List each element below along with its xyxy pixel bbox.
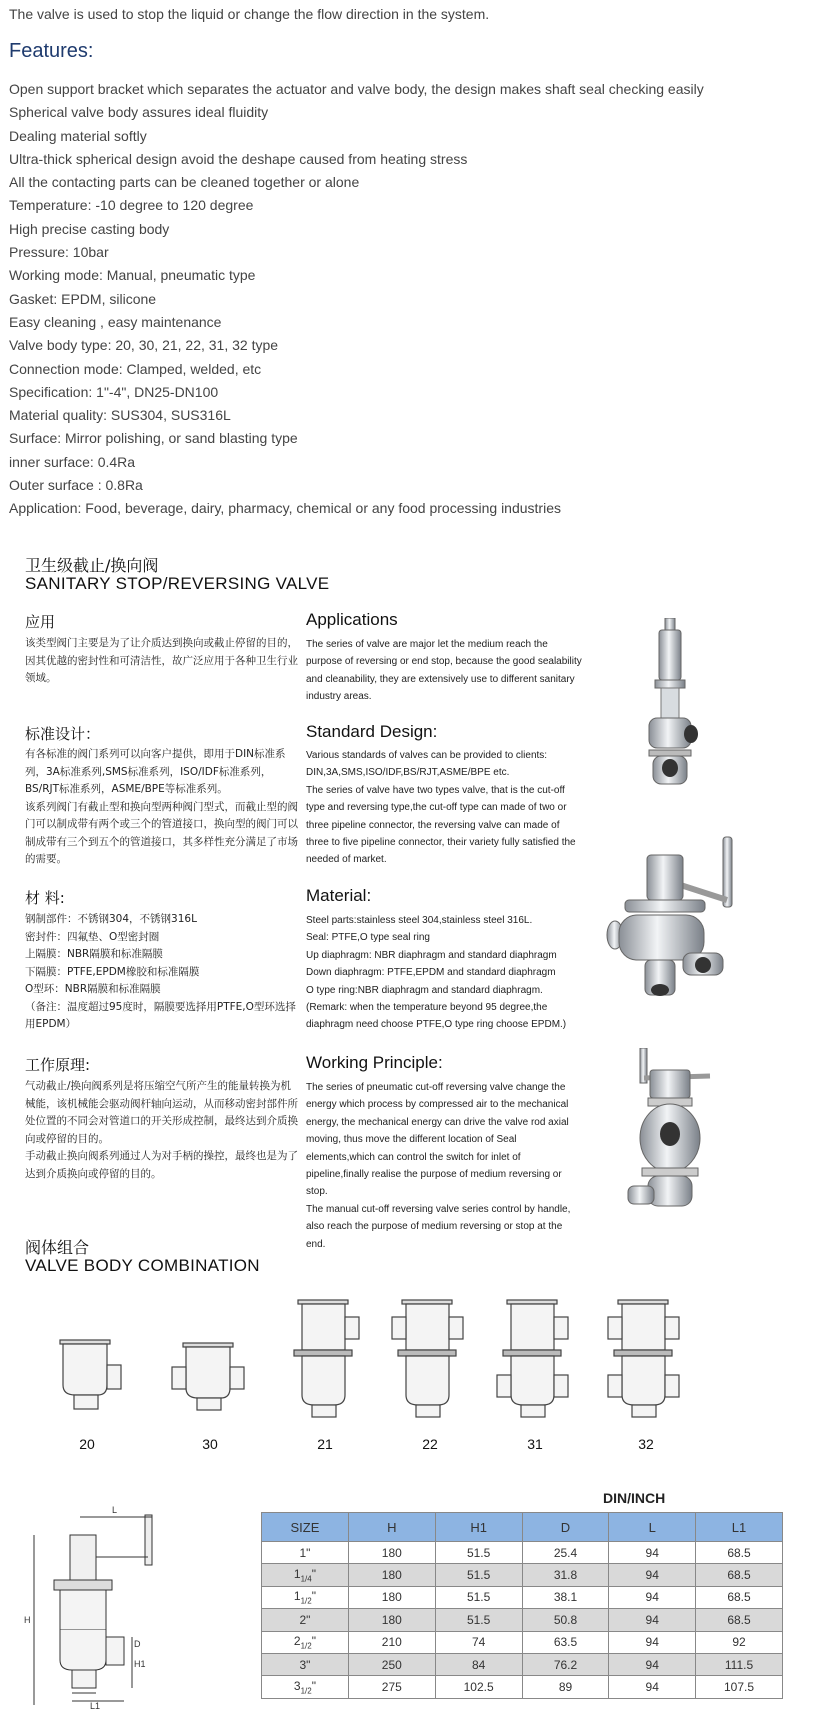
paragraph: 密封件：四氟垫、O型密封圈 [25,930,160,943]
cell-l1: 107.5 [696,1676,783,1698]
manual-valve-image [605,835,745,1000]
cell-h: 180 [348,1542,435,1564]
paragraph: （备注：温度超过95度时，隔膜要选择用PTFE,O型环选择用EPDM） [25,1000,296,1030]
feature-item: Connection mode: Clamped, welded, etc [9,360,262,377]
cell-d: 63.5 [522,1631,609,1653]
combo-label-32: 32 [638,1436,654,1452]
standard-design-text-en [306,747,584,869]
type-21-diagram [294,1300,359,1417]
features-list [9,78,704,521]
paragraph: 有各标准的阀门系列可以向客户提供，即用于DIN标准系列，3A标准系列,SMS标准系列，ISO/IDF标准系列，BS/RJT标准系列，ASME/BPE等标准系列。 [25,748,286,795]
cell-l: 94 [609,1631,696,1653]
material-heading-en: Material: [306,886,372,905]
feature-item: Outer surface : 0.8Ra [9,477,143,494]
paragraph: The series of pneumatic cut-off reversing valve change the energy which process by compressed air to the mechanical energy, the mechanical energy can drive the valve rod axial moving, thus move the different location of Seal elements,which can control the switch for inlet of pipeline,finally realise the purpose of medium reversing or stop. [306,1082,569,1198]
material-heading-cn: 材 料: [25,889,65,907]
type-32-diagram [608,1300,679,1417]
paragraph: The manual cut-off reversing valve series control by handle, also reach the purpose of medium reversing or stop at the end. [306,1203,571,1250]
size-fraction: 1/2 [300,1641,312,1651]
combo-title-cn: 阀体组合 [25,1238,90,1257]
valve-body-diagrams [50,1295,770,1430]
size-unit: " [311,1589,316,1604]
paragraph: 气动截止/换向阀系列是将压缩空气所产生的能量转换为机械能，该机械能会驱动阀杆轴向运动，从而移动密封部件所处位置的不同会对管道口的开关形成控制，最终达到介质换向或停留的目的。 [25,1080,298,1145]
cell-l: 94 [609,1653,696,1675]
cell-l: 94 [609,1542,696,1564]
combo-label-20: 20 [79,1436,95,1452]
cell-h1: 102.5 [435,1676,522,1698]
col-header-h1: H1 [435,1513,522,1542]
feature-item: Material quality: SUS304, SUS316L [9,407,231,424]
cell-d: 76.2 [522,1653,609,1675]
cell-l1: 68.5 [696,1609,783,1631]
table-row [262,1676,783,1698]
cell-l1: 111.5 [696,1653,783,1675]
size-main: 1 [293,1589,301,1604]
paragraph: O型环：NBR隔膜和标准隔膜 [25,983,161,995]
cell-h: 180 [348,1609,435,1631]
paragraph: Various standards of valves can be provided to clients: DIN,3A,SMS,ISO/IDF,BS/RJT,ASME/BPE etc. [306,750,548,779]
paragraph: 上隔膜：NBR隔膜和标准隔膜 [25,948,163,960]
size-main: 3" [299,1657,311,1672]
paragraph: O type ring:NBR diaphragm and standard diaphragm. [306,984,543,996]
cell-size [262,1631,349,1653]
feature-item: Working mode: Manual, pneumatic type [9,267,256,284]
cell-d: 50.8 [522,1609,609,1631]
cell-d: 31.8 [522,1564,609,1586]
size-main: 2 [293,1634,301,1649]
cell-d: 38.1 [522,1586,609,1608]
cell-h: 210 [348,1631,435,1653]
feature-item: Easy cleaning , easy maintenance [9,313,222,330]
cell-size [262,1564,349,1586]
col-header-d: D [522,1513,609,1542]
applications-text-cn [25,635,301,688]
size-main: 1" [299,1545,311,1560]
feature-item: All the contacting parts can be cleaned together or alone [9,174,360,191]
cell-h1: 74 [435,1631,522,1653]
paragraph: 下隔膜：PTFE,EPDM橡胶和标准隔膜 [25,965,200,978]
table-title: DIN/INCH [603,1490,666,1506]
features-heading: Features: [9,40,94,62]
combo-label-21: 21 [317,1436,333,1452]
working-principle-heading-en: Working Principle: [306,1053,443,1072]
feature-item: Valve body type: 20, 30, 21, 22, 31, 32 type [9,337,279,354]
size-fraction: 1/2 [300,1686,312,1696]
cell-l: 94 [609,1676,696,1698]
paragraph: 钢制部件：不锈钢304，不锈钢316L [25,913,197,925]
working-principle-text-cn [25,1078,301,1183]
material-text-cn [25,911,301,1034]
paragraph: Up diaphragm: NBR diaphragm and standard diaphragm [306,949,557,961]
size-main: 2" [299,1612,311,1627]
cell-h: 275 [348,1676,435,1698]
dim-label-H: H [24,1615,31,1625]
feature-item: Ultra-thick spherical design avoid the deshape caused from heating stress [9,150,468,167]
manual-reversing-valve-image [620,1048,730,1220]
paragraph: Steel parts:stainless steel 304,stainless steel 316L. [306,915,533,926]
cell-size [262,1676,349,1698]
combo-label-22: 22 [422,1436,438,1452]
cell-d: 89 [522,1676,609,1698]
type-20-diagram [60,1340,121,1409]
cell-l: 94 [609,1564,696,1586]
table-row [262,1609,783,1631]
paragraph: 手动截止换向阀系列通过人为对手柄的操控，最终也是为了达到介质换向或停留的目的。 [25,1150,298,1180]
size-unit: " [311,1678,316,1693]
feature-item: inner surface: 0.4Ra [9,453,136,470]
paragraph: 该类型阀门主要是为了让介质达到换向或截止停留的目的，因其优越的密封性和可清洁性，故广泛应用于各种卫生行业领域。 [25,637,298,684]
feature-item: Surface: Mirror polishing, or sand blasting type [9,430,298,447]
combo-label-30: 30 [202,1436,218,1452]
cell-l1: 68.5 [696,1586,783,1608]
col-header-size: SIZE [262,1513,349,1542]
type-22-diagram [392,1300,463,1417]
dim-label-L1: L1 [90,1701,101,1710]
material-text-en [306,912,584,1034]
standard-design-heading-en: Standard Design: [306,722,438,741]
cell-l1: 92 [696,1631,783,1653]
feature-item: Dealing material softly [9,127,147,144]
feature-item: Specification: 1"-4", DN25-DN100 [9,383,219,400]
table-row [262,1564,783,1586]
working-principle-text-en [306,1079,584,1253]
paragraph: 该系列阀门有截止型和换向型两种阀门型式，而截止型的阀门可以制成带有两个或三个的管道接口，换向型的阀门可以制成带有三个到五个的管道接口，其多样性充分满足了市场的需要。 [25,800,298,865]
size-main: 3 [293,1678,301,1693]
col-header-l: L [609,1513,696,1542]
feature-item: Pressure: 10bar [9,244,109,261]
paragraph: The series of valve are major let the medium reach the purpose of reversing or end stop, because the good sealability and cleanability, they are extensively use to different sanitary industry areas. [306,639,582,703]
table-row [262,1653,783,1675]
combo-title-en: VALVE BODY COMBINATION [25,1256,260,1275]
applications-heading-cn: 应用 [25,613,56,631]
dim-label-H1: H1 [134,1659,146,1669]
section-title-cn: 卫生级截止/换向阀 [25,556,159,575]
paragraph: Down diaphragm: PTFE,EPDM and standard diaphragm [306,967,556,979]
cell-h1: 51.5 [435,1609,522,1631]
cell-size [262,1542,349,1564]
feature-item: Open support bracket which separates the actuator and valve body, the design makes shaft seal checking easily [9,81,704,97]
size-fraction: 1/2 [300,1596,312,1606]
dimension-drawing [20,1505,160,1710]
cell-size [262,1653,349,1675]
col-header-l1: L1 [696,1513,783,1542]
cell-h1: 51.5 [435,1586,522,1608]
cell-l: 94 [609,1586,696,1608]
type-31-diagram [497,1300,568,1417]
cell-h: 250 [348,1653,435,1675]
applications-heading-en: Applications [306,610,398,629]
cell-h1: 84 [435,1653,522,1675]
cell-size [262,1609,349,1631]
feature-item: Gasket: EPDM, silicone [9,290,157,307]
table-row [262,1542,783,1564]
applications-text-en [306,636,584,706]
cell-l: 94 [609,1609,696,1631]
cell-h: 180 [348,1564,435,1586]
feature-item: Temperature: -10 degree to 120 degree [9,197,254,214]
size-fraction: 1/4 [300,1574,312,1584]
size-main: 1 [293,1566,301,1581]
section-title-en: SANITARY STOP/REVERSING VALVE [25,574,330,593]
combo-label-31: 31 [527,1436,543,1452]
feature-item: High precise casting body [9,220,170,237]
cell-h: 180 [348,1586,435,1608]
table-row [262,1586,783,1608]
paragraph: (Remark: when the temperature beyond 95 degree,the diaphragm need choose PTFE,O type ring choose EPDM.) [306,1002,567,1031]
intro-text: The valve is used to stop the liquid or change the flow direction in the system. [9,6,490,22]
standard-design-heading-cn: 标准设计： [25,725,101,743]
cell-h1: 51.5 [435,1542,522,1564]
table-row [262,1631,783,1653]
size-unit: " [311,1566,316,1581]
spec-table [261,1512,783,1699]
standard-design-text-cn [25,746,301,869]
dim-label-D: D [134,1639,141,1649]
type-30-diagram [172,1343,244,1410]
table-header-row [262,1513,783,1542]
cell-d: 25.4 [522,1542,609,1564]
working-principle-heading-cn: 工作原理: [25,1056,91,1074]
paragraph: Seal: PTFE,O type seal ring [306,932,430,944]
feature-item: Spherical valve body assures ideal fluidity [9,104,269,121]
pneumatic-valve-image [625,618,715,798]
cell-h1: 51.5 [435,1564,522,1586]
cell-l1: 68.5 [696,1542,783,1564]
feature-item: Application: Food, beverage, dairy, pharmacy, chemical or any food processing industries [9,500,561,517]
dim-label-L: L [112,1505,118,1515]
cell-l1: 68.5 [696,1564,783,1586]
cell-size [262,1586,349,1608]
paragraph: The series of valve have two types valve, that is the cut-off type and reversing type,the cut-off type can made of two or three pipeline connector, the reversing valve can made of three to five pipeline connector, their variety fully satisfied the needed of market. [306,784,576,866]
col-header-h: H [348,1513,435,1542]
size-unit: " [311,1634,316,1649]
